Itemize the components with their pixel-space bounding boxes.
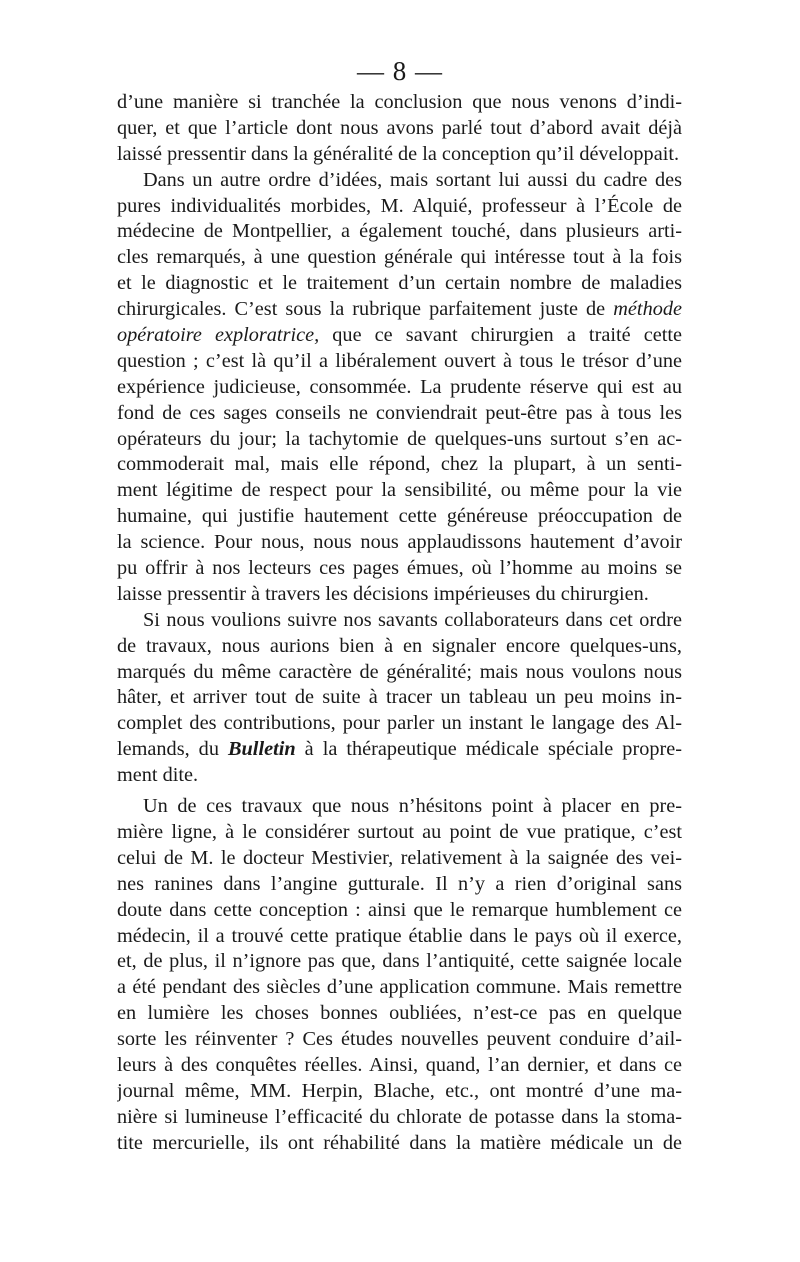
text-line: marqués du même caractère de généralité; mais nous voulons nous: [117, 660, 682, 683]
text-line: ment légitime de respect pour la sensibilité, ou même pour la vie: [117, 479, 682, 502]
text-line: de travaux, nous aurions bien à en signaler encore quelques-uns,: [117, 634, 682, 657]
text-line: celui de M. le docteur Mestivier, relativement à la saignée des vei-: [117, 846, 682, 869]
text-line: [117, 323, 682, 349]
text-line: nière si lumineuse l’efficacité du chlorate de potasse dans la stoma-: [117, 1105, 682, 1128]
text-line: hâter, et arriver tout de suite à tracer un tableau un peu moins in-: [117, 686, 682, 709]
text-line: expérience judicieuse, consommée. La prudente réserve qui est au: [117, 375, 682, 398]
text-line: nes ranines dans l’angine gutturale. Il n’y a rien d’original sans: [117, 872, 682, 895]
text-line: médecin, il a trouvé cette pratique établie dans le pays où il exerce,: [117, 924, 682, 947]
text-line: humaine, qui justifie hautement cette généreuse préoccupation de: [117, 505, 682, 528]
text-line: médecine de Montpellier, a également touché, dans plusieurs arti-: [117, 220, 682, 243]
text-line: Si nous voulions suivre nos savants collaborateurs dans cet ordre: [143, 608, 682, 631]
italic-term: méthode: [613, 298, 682, 321]
text-segment: à la thérapeutique médicale spéciale propre-: [295, 738, 682, 761]
body-text: [117, 90, 682, 1157]
text-line: et, de plus, il n’ignore pas que, dans l’antiquité, cette saignée locale: [117, 950, 682, 973]
text-line: sorte les réinventer ? Ces études nouvelles peuvent conduire d’ail-: [117, 1028, 682, 1051]
text-line: commoderait mal, mais elle répond, chez la plupart, à un senti-: [117, 453, 682, 476]
text-line: laissé pressentir dans la généralité de la conception qu’il développait.: [117, 142, 680, 165]
italic-term: opératoire exploratrice,: [117, 324, 320, 347]
text-line: leurs à des conquêtes réelles. Ainsi, quand, l’an dernier, et dans ce: [117, 1053, 682, 1076]
text-line: ment dite.: [117, 764, 199, 787]
text-segment: que ce savant chirurgien a traité cette: [319, 324, 682, 347]
text-line: laisse pressentir à travers les décisions impérieuses du chirurgien.: [117, 582, 649, 605]
text-line: Dans un autre ordre d’idées, mais sortant lui aussi du cadre des: [143, 168, 682, 191]
page-number: — 8 —: [357, 56, 443, 86]
italic-term: Bulletin: [228, 738, 296, 761]
text-line: pures individualités morbides, M. Alquié, professeur à l’École de: [117, 194, 682, 217]
text-line: journal même, MM. Herpin, Blache, etc., ont montré d’une ma-: [117, 1079, 682, 1102]
text-line: fond de ces sages conseils ne conviendrait peut-être pas à tous les: [117, 401, 682, 424]
text-line: Un de ces travaux que nous n’hésitons point à placer en pre-: [143, 795, 682, 818]
text-line: [117, 737, 682, 763]
text-line: quer, et que l’article dont nous avons parlé tout d’abord avait déjà: [117, 116, 682, 139]
text-line: en lumière les choses bonnes oubliées, n’est-ce pas en quelque: [117, 1002, 682, 1025]
text-line: doute dans cette conception : ainsi que le remarque humblement ce: [117, 898, 682, 921]
text-line: cles remarqués, à une question générale qui intéresse tout à la fois: [117, 246, 682, 269]
text-line: tite mercurielle, ils ont réhabilité dans la matière médicale un de: [117, 1131, 682, 1154]
text-line: mière ligne, à le considérer surtout au point de vue pratique, c’est: [117, 820, 682, 843]
text-line: d’une manière si tranchée la conclusion que nous venons d’indi-: [117, 91, 682, 113]
text-line: question ; c’est là qu’il a libéralement ouvert à tous le trésor d’une: [117, 349, 682, 372]
text-line: la science. Pour nous, nous nous applaudissons hautement d’avoir: [117, 531, 682, 554]
text-line: pu offrir à nos lecteurs ces pages émues, où l’homme au moins se: [117, 557, 682, 580]
text-segment: chirurgicales. C’est sous la rubrique parfaitement juste de: [117, 298, 614, 321]
text-line: et le diagnostic et le traitement d’un certain nombre de maladies: [117, 272, 682, 295]
text-line: complet des contributions, pour parler un instant le langage des Al-: [117, 712, 682, 735]
text-segment: lemands, du: [117, 738, 228, 761]
text-line: a été pendant des siècles d’une application commune. Mais remettre: [117, 976, 682, 999]
text-line: opérateurs du jour; la tachytomie de quelques-uns surtout s’en ac-: [117, 427, 682, 450]
text-line: [117, 297, 682, 323]
